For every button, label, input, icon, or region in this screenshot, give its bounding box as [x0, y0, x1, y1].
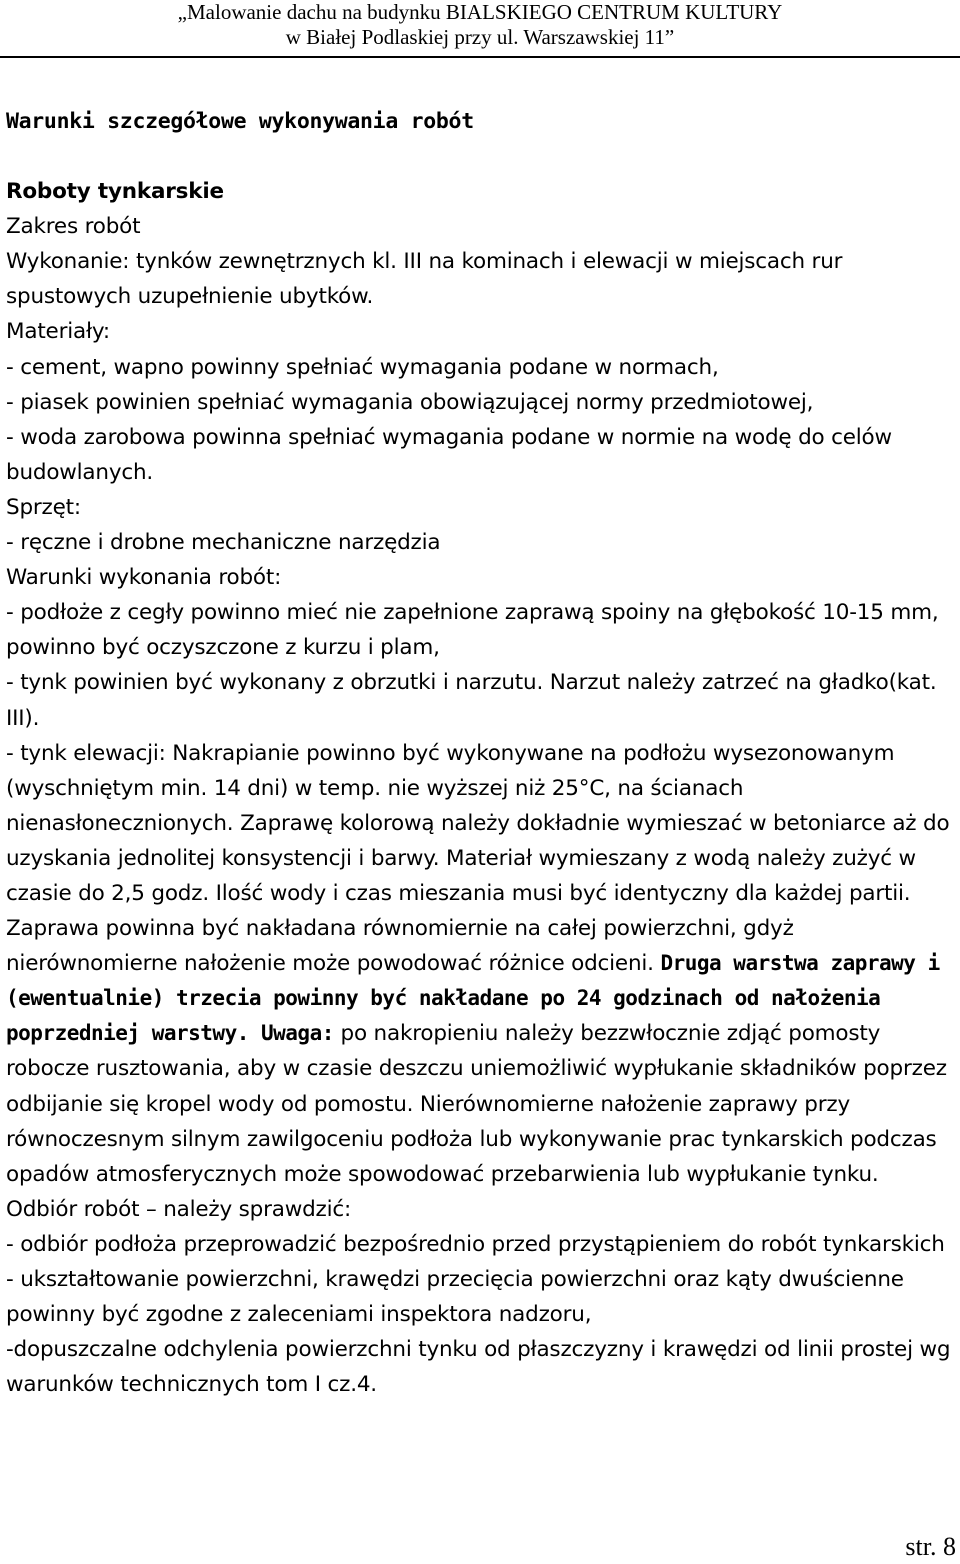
scope-label: Zakres robót — [6, 214, 141, 240]
page-number: str. 8 — [905, 1532, 956, 1561]
subsection-title: Roboty tynkarskie — [6, 179, 224, 205]
spacer — [6, 139, 952, 174]
materials-item: - woda zarobowa powinna spełniać wymagania podane w normie na wodę do celów budowlanych. — [6, 424, 892, 485]
conditions-label: Warunki wykonania robót: — [6, 565, 282, 591]
document-body — [6, 104, 952, 1402]
header-line-1: „Malowanie dachu na budynku BIALSKIEGO CENTRUM KULTURY — [177, 0, 783, 24]
equipment-item: - ręczne i drobne mechaniczne narzędzia — [6, 530, 441, 556]
acceptance-item: -dopuszczalne odchylenia powierzchni tynku od płaszczyzny i krawędzi od linii prostej wg warunków technicznych tom I cz.4. — [6, 1337, 951, 1398]
acceptance-item: - ukształtowanie powierzchni, krawędzi przecięcia powierzchni oraz kąty dwuścienne powinny być zgodne z zaleceniami inspektora nadzoru, — [6, 1267, 904, 1328]
materials-label: Materiały: — [6, 319, 110, 345]
materials-item: - piasek powinien spełniać wymagania obowiązującej normy przedmiotowej, — [6, 389, 814, 415]
elevation-text: - tynk elewacji: Nakrapianie powinno być wykonywane na podłożu wysezonowanym (wyschniętym min. 14 dni) w temp. nie wyższej niż 25°C, na ścianach nienasłonecznionych. Zaprawę kolorową należy dokładnie wymieszać w betoniarce aż do uzyskania jednolitej konsystencji i barwy. Materiał wymieszany z wodą należy zużyć w czasie do 2,5 godz. Ilość wody i czas mieszania musi być identyczny dla każdej partii. Zaprawa powinna być nakładana równomiernie na całej powierzchni, gdyż nierównomierne nałożenie może powodować różnice odcieni. — [6, 740, 950, 977]
conditions-item: - podłoże z cegły powinno mieć nie zapełnione zaprawą spoiny na głębokość 10-15 mm, powinno być oczyszczone z kurzu i plam, — [6, 600, 939, 661]
conditions-item-elevation — [6, 736, 952, 1192]
elevation-text-continued: po nakropieniu należy bezzwłocznie zdjąć pomosty robocze rusztowania, aby w czasie deszczu uniemożliwić wypłukanie składników poprzez odbijanie się kropel wody od pomostu. Nierównomierne nałożenie zaprawy przy równoczesnym silnym zawilgoceniu podłoża lub wykonywanie prac tynkarskich podczas opadów atmosferycznych może spowodować przebarwienia lub wypłukanie tynku. — [6, 1021, 947, 1187]
acceptance-item: - odbiór podłoża przeprowadzić bezpośrednio przed przystąpieniem do robót tynkarskich — [6, 1231, 945, 1257]
scope-text: Wykonanie: tynków zewnętrznych kl. III na kominach i elewacji w miejscach rur spustowych uzupełnienie ubytków. — [6, 249, 843, 310]
elevation-bold-note: Druga warstwa zaprawy i (ewentualnie) trzecia powinny być nakładane po 24 godzinach od nałożenia poprzedniej warstwy. Uwaga: — [6, 951, 940, 1046]
materials-item: - cement, wapno powinny spełniać wymagania podane w normach, — [6, 354, 719, 380]
running-header — [0, 0, 960, 50]
header-line-2: w Białej Podlaskiej przy ul. Warszawskiej 11” — [285, 25, 675, 49]
acceptance-label: Odbiór robót – należy sprawdzić: — [6, 1196, 352, 1222]
section-title: Warunki szczegółowe wykonywania robót — [6, 109, 474, 134]
conditions-item: - tynk powinien być wykonany z obrzutki i narzutu. Narzut należy zatrzeć na gładko(kat. III). — [6, 670, 937, 731]
header-rule — [0, 56, 960, 58]
equipment-label: Sprzęt: — [6, 494, 81, 520]
